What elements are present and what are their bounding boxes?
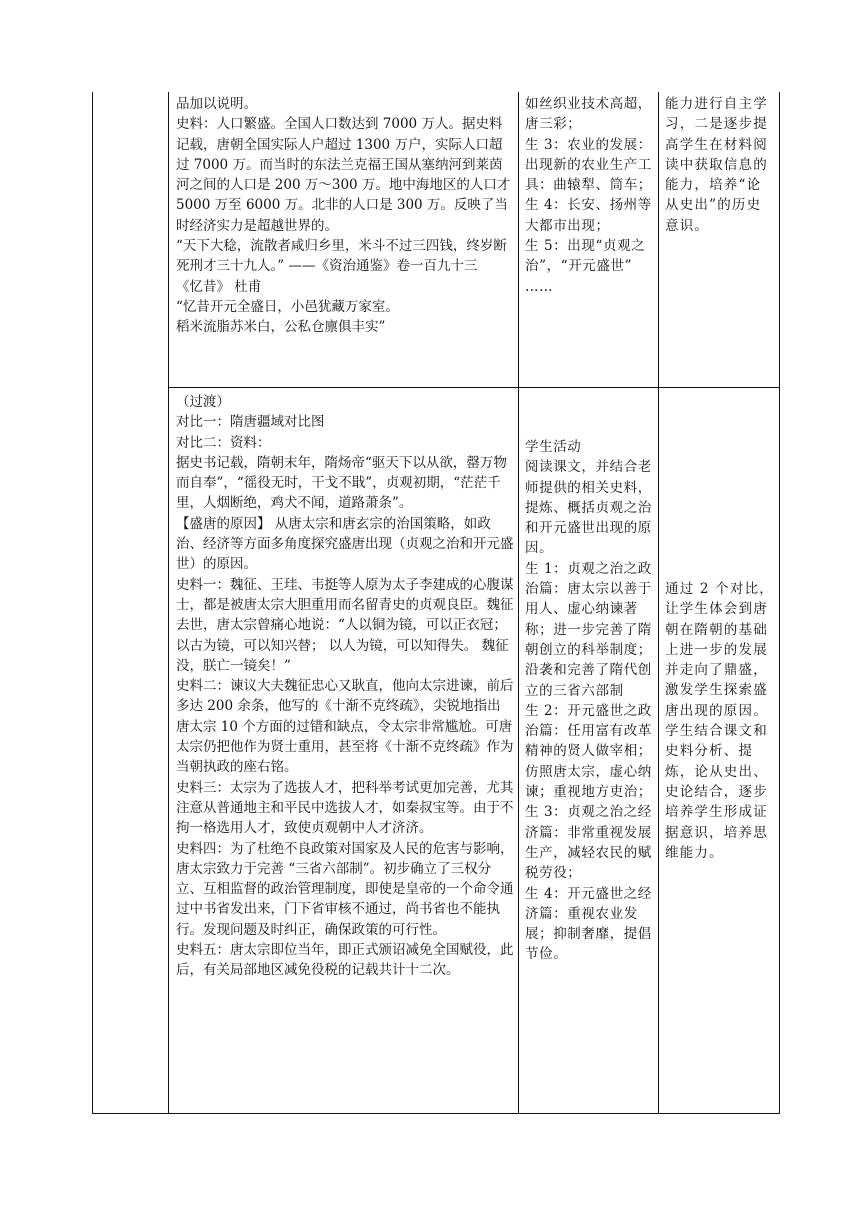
row2-student-para: 阅读课文，并结合老师提供的相关史料，提炼、概括贞观之治和开元盛世出现的原因。: [525, 459, 652, 557]
row1-material-para: “天下大稔，流散者咸归乡里，米斗不过三四钱，终岁断死刑才三十九人。” ——《资治通鉴》卷一百九十三: [176, 238, 507, 275]
row1-student-para: 如丝织业技术高超，唐三彩；: [525, 96, 652, 133]
row-divider: [168, 387, 780, 388]
row2-intent-cell: [665, 579, 775, 863]
row2-material-cell: [176, 392, 514, 981]
row2-student-para: 生 2：开元盛世之政治篇：任用富有改革精神的贤人做宰相；仿照唐太宗，虚心纳谏；重视地方吏治；: [525, 702, 652, 801]
row2-student-cell: [525, 437, 654, 965]
row2-material-para: 据史书记载，隋朝末年，隋炀帝“驱天下以从欲，罄万物而自奉”，“徭役无时，干戈不戢”，贞观初期，“茫茫千里，人烟断绝，鸡犬不闻，道路萧条”。: [176, 454, 507, 512]
row2-material-para: 史料二：谏议大夫魏征忠心又耿直，他向太宗进谏，前后多达 200 余条，他写的《十渐不克终疏》，尖锐地指出唐太宗 10 个方面的过错和缺点，令太宗非常尴尬。可唐太宗仍把他作为贤士重用，甚至将《十渐不克终疏》作为当朝执政的座右铭。: [176, 678, 514, 776]
column-divider-2: [518, 92, 519, 1114]
row1-material-para: 史料：人口繁盛。全国人口数达到 7000 万人。据史料记载，唐朝全国实际人户超过 1300 万户，实际人口超过 7000 万。而当时的东法兰克福王国从塞纳河到莱茵河之间的人口是 200 万～300 万。地中海地区的人口才 5000 万至 6000 万。北非的人口是 300 万。反映了当时经济实力是超越世界的。: [176, 116, 511, 234]
row1-student-para: 生 4：长安、扬州等大都市出现；: [525, 197, 652, 234]
row1-material-cell: [176, 94, 514, 338]
row2-material-para: 对比一：隋唐疆域对比图: [176, 414, 325, 431]
row2-material-para: 史料一：魏征、王珪、韦挺等人原为太子李建成的心腹谋士，都是被唐太宗大胆重用而名留青史的贞观良臣。魏征去世，唐太宗曾痛心地说：“人以铜为镜，可以正衣冠； 以古为镜，可以知兴替； 以人为镜，可以知得失。 魏征没，朕亡一镜矣！”: [176, 576, 514, 674]
row2-material-para: 史料三：太宗为了选拔人才，把科举考试更加完善，尤其注意从普通地主和平民中选拔人才，如秦叔宝等。由于不拘一格选用人才，致使贞观朝中人才济济。: [176, 779, 514, 837]
table-border-left: [92, 92, 93, 1114]
row2-student-para: 学生活动: [525, 439, 582, 455]
row1-material-para: “忆昔开元全盛日，小邑犹藏万家室。: [176, 298, 399, 315]
lesson-plan-table: [92, 92, 780, 1114]
row1-student-para: ……: [525, 278, 554, 295]
row1-student-para: 生 3：农业的发展：出现新的农业生产工具：曲辕犁、筒车；: [525, 136, 652, 194]
row1-material-para: 《忆昔》 杜甫: [176, 278, 262, 295]
row1-material-para: 稻米流脂苏米白，公私仓廪俱丰实”: [176, 319, 386, 336]
row2-intent-para: 通过 2 个对比，让学生体会到唐朝在隋朝的基础上进一步的发展并走向了鼎盛，激发学生探索盛唐出现的原因。: [665, 581, 774, 719]
column-divider-1: [168, 92, 169, 1114]
row2-material-para: 史料四：为了杜绝不良政策对国家及人民的危害与影响，唐太宗致力于完善 “三省六部制”。初步确立了三权分立、互相监督的政治管理制度，即使是皇帝的一个命令通过中书省发出来，门下省审核不通过，尚书省也不能执行。发现问题及时纠正，确保政策的可行性。: [176, 840, 514, 938]
row2-material-para: （过渡）: [176, 394, 230, 410]
row1-student-cell: [525, 94, 654, 297]
column-divider-3: [658, 92, 659, 1114]
row2-material-para: 对比二：资料：: [176, 434, 271, 451]
row2-intent-para: 学生结合课文和史料分析、提炼，论从史出、史论结合，逐步培养学生形成证据意识，培养思维能力。: [665, 723, 768, 861]
row2-material-para: 【盛唐的原因】 从唐太宗和唐玄宗的治国策略，如政治、经济等方面多角度探究盛唐出现（贞观之治和开元盛世）的原因。: [176, 515, 514, 573]
row1-intent-para: 能力进行自主学习，二是逐步提高学生在材料阅读中获取信息的能力，培养“论从史出”的历史意识。: [665, 96, 768, 234]
row2-student-para: 生 1：贞观之治之政治篇：唐太宗以善于用人、虚心纳谏著称；进一步完善了隋朝创立的科举制度；沿袭和完善了隋代创立的三省六部制: [525, 560, 652, 699]
row1-material-para: 品加以说明。: [176, 96, 257, 112]
table-border-right: [779, 92, 780, 1114]
row1-intent-cell: [665, 94, 775, 236]
row2-student-para: 生 3：贞观之治之经济篇：非常重视发展生产，减轻农民的赋税劳役；: [525, 804, 652, 882]
table-border-bottom: [92, 1113, 780, 1114]
row1-student-para: 生 5：出现“贞观之治”，“开元盛世”: [525, 238, 646, 275]
row2-material-para: 史料五：唐太宗即位当年，即正式颁诏减免全国赋役，此后，有关局部地区减免役税的记载共计十二次。: [176, 942, 514, 979]
row2-student-para: 生 4：开元盛世之经济篇：重视农业发展；抑制奢靡，提倡节俭。: [525, 885, 652, 963]
